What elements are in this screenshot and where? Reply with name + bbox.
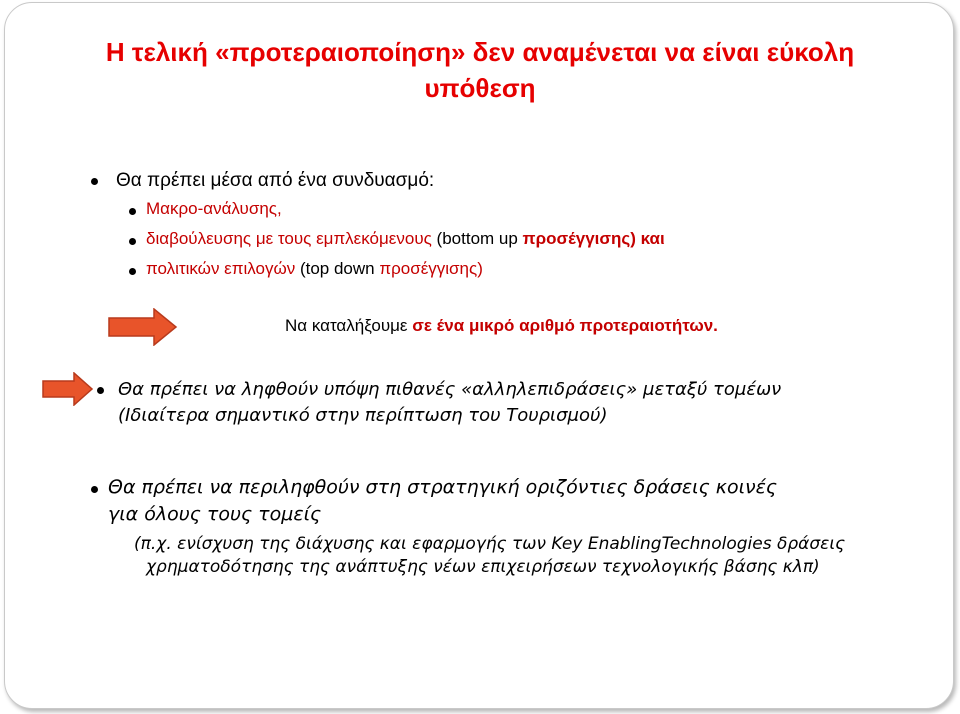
- section3-line-1: Θα πρέπει να περιληφθούν στη στρατηγική οριζόντιες δράσεις κοινές: [108, 476, 778, 498]
- section2-line-1: Θα πρέπει να ληφθούν υπόψη πιθανές «αλληλεπιδράσεις» μεταξύ τομέων: [118, 379, 782, 400]
- item-3-red2: προσέγγισης): [374, 259, 483, 278]
- section1-item-1: [146, 199, 282, 219]
- slide-title: [30, 34, 930, 106]
- section1-item-2: [146, 229, 665, 249]
- item-1-red: Μακρο-ανάλυσης,: [146, 199, 282, 218]
- section2-line-2: (Ιδιαίτερα σημαντικό στην περίπτωση του Τουρισμού): [118, 405, 608, 426]
- item-2-red: διαβούλευσης με τους εμπλεκόμενους: [146, 229, 432, 248]
- bullet-icon: [129, 238, 136, 245]
- title-line-1: Η τελική «προτεραιοποίηση» δεν αναμένεται να είναι εύκολη: [105, 37, 855, 67]
- section3-line-2: για όλους τους τομείς: [108, 503, 322, 525]
- item-2-black: (bottom up: [431, 229, 518, 248]
- item-2-red2: προσέγγισης) και: [517, 229, 665, 248]
- bullet-icon: [91, 178, 98, 185]
- bullet-icon: [129, 268, 136, 275]
- section1-conclusion: [285, 316, 718, 336]
- section3-example-2: χρηματοδότησης της ανάπτυξης νέων επιχειρήσεων τεχνολογικής βάσης κλπ): [146, 557, 820, 577]
- bullet-icon: [91, 486, 98, 493]
- right-arrow-icon: [108, 308, 178, 346]
- bullet-icon: [97, 387, 104, 394]
- conclusion-normal: Να καταλήξουμε: [285, 316, 413, 335]
- right-arrow-icon: [42, 372, 94, 406]
- section1-intro: Θα πρέπει μέσα από ένα συνδυασμό:: [116, 170, 435, 191]
- bullet-icon: [129, 208, 136, 215]
- section1-item-3: [146, 259, 483, 279]
- slide-frame: [4, 2, 954, 709]
- section3-example-1: (π.χ. ενίσχυση της διάχυσης και εφαρμογής των Key EnablingTechnologies δράσεις: [134, 534, 846, 554]
- conclusion-bold: σε ένα μικρό αριθμό προτεραιοτήτων.: [412, 316, 718, 335]
- item-3-red: πολιτικών επιλογών: [146, 259, 296, 278]
- item-3-black: (top down: [295, 259, 375, 278]
- title-line-2: υπόθεση: [424, 73, 536, 103]
